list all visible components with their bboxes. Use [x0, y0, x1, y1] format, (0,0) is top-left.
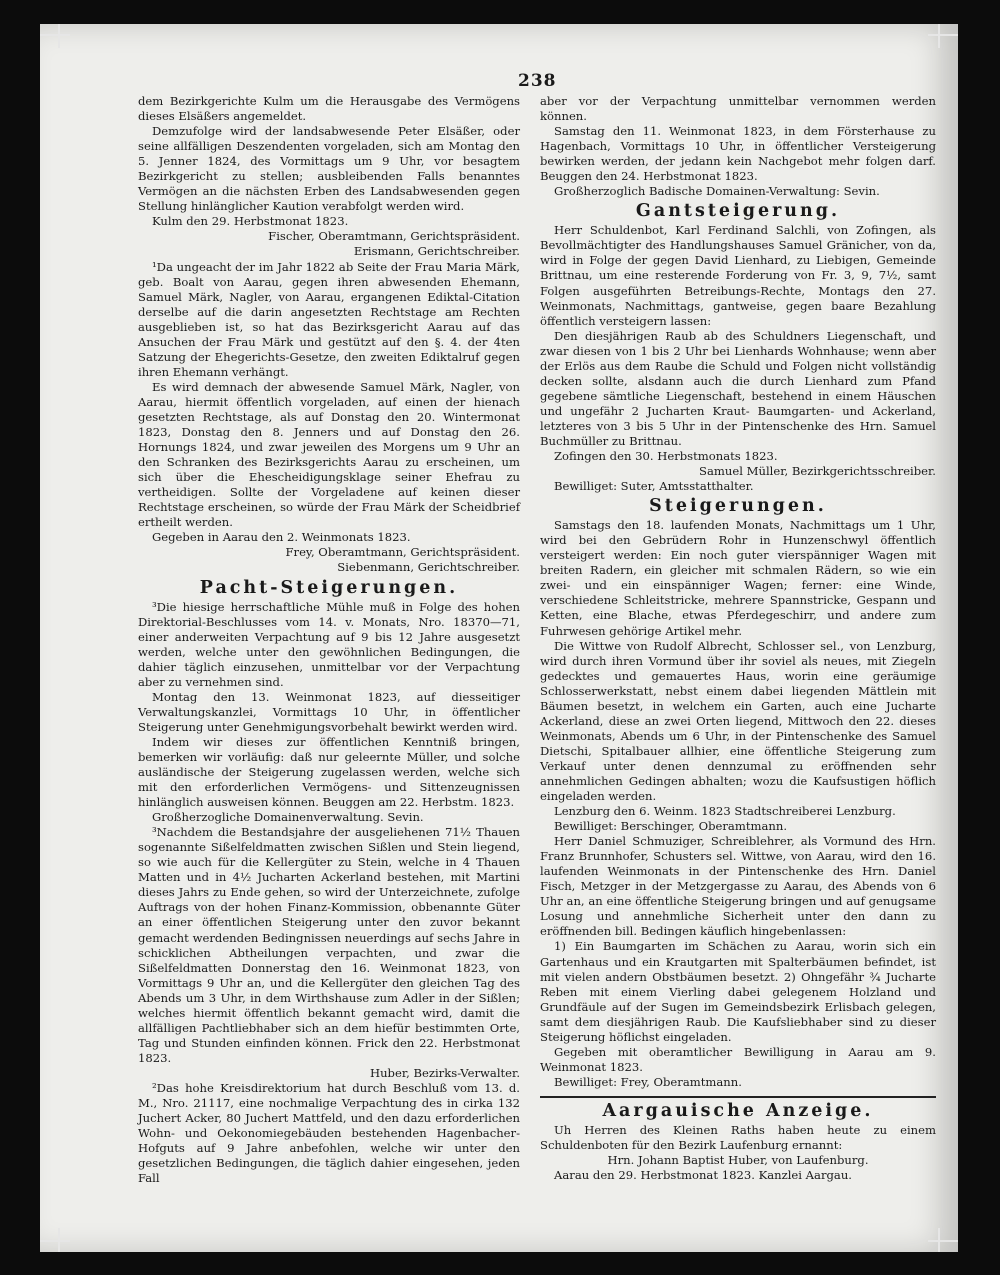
crop-mark — [58, 1228, 60, 1252]
paragraph: Kulm den 29. Herbstmonat 1823. — [152, 214, 349, 229]
paragraph: Zofingen den 30. Herbstmonats 1823. — [554, 449, 778, 464]
paragraph: Bewilliget: Frey, Oberamtmann. — [554, 1074, 742, 1089]
crop-mark — [40, 1240, 70, 1242]
paragraph: Den diesjährigen Raub ab des Schuldners Liegenschaft, und zwar diesen von 1 bis 2 Uhr bei Lienhards Wohnhause; wenn aber der Erlös aus dem Raube die Schuld und Folgen nicht vollständig decken sollte, alsdann auch die durch Lienhard zum Pfand gegebene sämtliche Liegenschaft, bestehend in einem Häuschen und ungefähr 2 Jucharten Kraut- Baumgarten- und Ackerland, letzteres von 3 bis 5 Uhr in der Pintenschenke des Hrn. Samuel Buchmüller zu Brittnau. — [540, 328, 936, 448]
signature-line: Huber, Bezirks-Verwalter. — [369, 1065, 520, 1080]
section-heading: Steigerungen. — [649, 496, 827, 517]
page-number: 238 — [518, 71, 557, 91]
section-heading: Pacht-Steigerungen. — [199, 577, 459, 598]
paragraph: aber vor der Verpachtung unmittelbar vernommen werden können. — [540, 94, 936, 124]
crop-mark — [40, 34, 70, 36]
paragraph: Hrn. Johann Baptist Huber, von Laufenburg. — [607, 1153, 869, 1168]
section-divider — [540, 1096, 936, 1098]
crop-mark — [928, 34, 958, 36]
paragraph: Uh Herren des Kleinen Raths haben heute zu einem Schuldenboten für den Bezirk Laufenburg ernannt: — [540, 1122, 936, 1152]
paragraph: Es wird demnach der abwesende Samuel Märk, Nagler, von Aarau, hiermit öffentlich vorgeladen, auf einen der hienach gesetzten Rechtstage, als auf Donstag den 20. Wintermonat 1823, Donstag den 8. Jenners und auf Donstag den 26. Hornungs 1824, und zwar jeweilen des Morgens um 9 Uhr an den Schranken des Bezirksgerichts Aarau zu erscheinen, um sich über die Ehescheidigungsklage seiner Ehefrau zu vertheidigen. Sollte der Vorgeladene auf keinen dieser Rechtstage erscheinen, so würde der Frau Märk der Scheidbrief ertheilt werden. — [138, 379, 520, 530]
paragraph: Die Wittwe von Rudolf Albrecht, Schlosser sel., von Lenzburg, wird durch ihren Vormund über ihr soviel als neues, mit Ziegeln gedecktes und gemauertes Haus, worin eine geräumige Schlosserwerkstatt, nebst einem dabei liegenden Mättlein mit Bäumen besetzt, in welchem ein Garten, auch eine Jucharte Ackerland, diese an zwei Orten liegend, Mittwoch den 22. dieses Weinmonats, Abends um 6 Uhr, in der Pintenschenke des Samuel Dietschi, Spitalbauer allhier, eine öffentliche Steigerung zum Verkauf unter denen dennzumal zu eröffnenden sehr annehmlichen Gedingen abhalten; wozu die Kaufsustigen höflich eingeladen werden. — [540, 638, 936, 804]
paragraph: Montag den 13. Weinmonat 1823, auf diesseitiger Verwaltungskanzlei, Vormittags 10 Uhr, in öffentlicher Steigerung unter Genehmigungsvorbehalt bewirkt werden wird. — [138, 689, 520, 734]
paragraph: Gegeben in Aarau den 2. Weinmonats 1823. — [152, 530, 411, 545]
signature-line: Frey, Oberamtmann, Gerichtspräsident. — [285, 545, 520, 560]
paragraph: Samstag den 11. Weinmonat 1823, in dem Försterhause zu Hagenbach, Vormittags 10 Uhr, in öffentlicher Versteigerung bewirken werden, der jedann kein Nachgebot mehr folgen darf. Beuggen den 24. Herbstmonat 1823. — [540, 124, 936, 184]
right-column — [540, 94, 936, 1183]
paragraph: Großherzoglich Badische Domainen-Verwaltung: Sevin. — [554, 184, 880, 199]
signature-line: Erismann, Gerichtschreiber. — [353, 244, 520, 259]
crop-mark — [58, 24, 60, 48]
paragraph: ¹Da ungeacht der im Jahr 1822 ab Seite der Frau Maria Märk, geb. Boalt von Aarau, gegen ihren abwesenden Ehemann, Samuel Märk, Nagler, von Aarau, ergangenen Ediktal-Citation derselbe auf die darin angesetzten Rechtstage am Rechten ausgeblieben ist, so hat das Bezirksgericht Aarau auf das Ansuchen der Frau Märk und gestützt auf den §. 4. der 4ten Satzung der Ehegerichts-Gesetze, den zweiten Ediktalruf gegen ihren Ehemann verhängt. — [138, 259, 520, 379]
paragraph: Demzufolge wird der landsabwesende Peter Elsäßer, oder seine allfälligen Deszendenten vorgeladen, sich am Montag den 5. Jenner 1824, des Vormittags um 9 Uhr, vor besagtem Bezirkgericht zu stellen; ausbleibenden Falls benanntes Vermögen an die nächsten Erben des Landsabwesenden gegen Stellung hinlänglicher Kaution verabfolgt werden wird. — [138, 124, 520, 214]
paragraph: Herr Schuldenbot, Karl Ferdinand Salchli, von Zofingen, als Bevollmächtigter des Handlungshauses Samuel Gränicher, von da, wird in Folge der gegen David Lienhard, zu Liebigen, Gemeinde Brittnau, um eine resterende Forderung von Fr. 3, 9, 7½, samt Folgen ausgeführten Betreibungs-Rechte, Montags den 27. Weinmonats, Nachmittags, gantweise, gegen baare Bezahlung öffentlich versteigern lassen: — [540, 223, 936, 328]
crop-mark — [928, 1240, 958, 1242]
paragraph: dem Bezirkgerichte Kulm um die Herausgabe des Vermögens dieses Elsäßers angemeldet. — [138, 94, 520, 124]
signature-line: Fischer, Oberamtmann, Gerichtspräsident. — [268, 229, 520, 244]
paragraph: Bewilliget: Suter, Amtsstatthalter. — [554, 479, 754, 494]
paragraph: Aarau den 29. Herbstmonat 1823. Kanzlei Aargau. — [554, 1168, 852, 1183]
paragraph: Großherzogliche Domainenverwaltung. Sevin. — [152, 810, 424, 825]
paragraph: Bewilliget: Berschinger, Oberamtmann. — [554, 819, 788, 834]
paragraph: Indem wir dieses zur öffentlichen Kenntniß bringen, bemerken wir vorläufig: daß nur geleernte Müller, und solche ausländische der Steigerung zugelassen werden, welche sich mit den erforderlichen Vermögens- und Sittenzeugnissen hinlänglich ausweisen können. Beuggen am 22. Herbstm. 1823. — [138, 734, 520, 810]
paragraph: ³Die hiesige herrschaftliche Mühle muß in Folge des hohen Direktorial-Beschlusses vom 14. v. Monats, Nro. 18370—71, einer anderweiten Verpachtung auf 9 bis 12 Jahre ausgesetzt werden, welche unter den gewöhnlichen Bedingungen, die dahier täglich einzusehen, unmittelbar vor der Verpachtung aber zu vernehmen sind. — [138, 599, 520, 689]
paragraph: Samstags den 18. laufenden Monats, Nachmittags um 1 Uhr, wird bei den Gebrüdern Rohr in Hunzenschwyl öffentlich versteigert werden: Ein noch guter vierspänniger Wagen mit breiten Radern, ein gleicher mit schmalen Rädern, so wie ein zwei- und ein einspänniger Wagen; ferner: eine Winde, verschiedene Schleitstricke, mehrere Spannstricke, Gespann und Ketten, eine Blache, etwas Pferdegeschirr, und andere zum Fuhrwesen gehörige Artikel mehr. — [540, 518, 936, 638]
paragraph: 1) Ein Baumgarten im Schächen zu Aarau, worin sich ein Gartenhaus und ein Krautgarten mit Spalterbäumen befindet, ist mit vielen andern Obstbäumen besetzt. 2) Ohngefähr ¾ Jucharte Reben mit einem Vierling dabei gelegenem Holzland und Grundfäule auf der Sugen im Gemeindsbezirk Erlisbach gelegen, samt dem diesjährigen Raub. Die Kaufsliebhaber sind zu dieser Steigerung höflichst eingeladen. — [540, 939, 936, 1044]
left-column — [138, 94, 520, 1186]
paragraph: Lenzburg den 6. Weinm. 1823 Stadtschreiberei Lenzburg. — [554, 804, 896, 819]
crop-mark — [938, 24, 940, 48]
paragraph: ³Nachdem die Bestandsjahre der ausgeliehenen 71½ Thauen sogenannte Sißelfeldmatten zwischen Sißlen und Stein liegend, so wie auch für die Kellergüter zu Stein, welche in 4 Thauen Matten und in 4½ Jucharten Ackerland bestehen, mit Martini dieses Jahrs zu Ende gehen, so wird der Unterzeichnete, zufolge Auftrags von der hohen Finanz-Kommission, obbenannte Güter an einer öffentlichen Steigerung unter den zuvor bekannt gemacht werdenden Bedingnissen neuerdings auf sechs Jahre in schicklichen Abtheilungen verpachten, und zwar die Sißelfeldmatten Donnerstag den 16. Weinmonat 1823, von Vormittags 9 Uhr an, und die Kellergüter den gleichen Tag des Abends um 3 Uhr, in dem Wirthshause zum Adler in der Sißlen; welches hiermit öffentlich bekannt gemacht wird, damit die allfälligen Pachtliebhaber sich an dem hiefür bestimmten Orte, Tag und Stunden einfinden können. Frick den 22. Herbstmonat 1823. — [138, 825, 520, 1065]
paragraph: Gegeben mit oberamtlicher Bewilligung in Aarau am 9. Weinmonat 1823. — [540, 1044, 936, 1074]
signature-line: Samuel Müller, Bezirkgerichtsschreiber. — [699, 464, 936, 479]
paragraph: ²Das hohe Kreisdirektorium hat durch Beschluß vom 13. d. M., Nro. 21117, eine nochmalige Verpachtung des in cirka 132 Juchert Acker, 80 Juchert Mattfeld, und den dazu erforderlichen Wohn- und Oekonomiegebäuden bestehenden Hagenbacher-Hofguts auf 9 Jahre anbefohlen, welche wir unter den gesetzlichen Bedingungen, die täglich dahier eingesehen, jeden Fall — [138, 1081, 520, 1186]
section-heading: Aargauische Anzeige. — [602, 1100, 874, 1121]
paragraph: Herr Daniel Schmuziger, Schreiblehrer, als Vormund des Hrn. Franz Brunnhofer, Schusters sel. Wittwe, von Aarau, wird den 16. laufenden Weinmonats in der Pintenschenke des Hrn. Daniel Fisch, Metzger in der Metzgergasse zu Aarau, des Abends von 6 Uhr an, an eine öffentliche Steigerung bringen und auf genugsame Losung und annehmliche Sicherheit unter den dann zu eröffnenden bill. Bedingen käuflich hingebenlassen: — [540, 834, 936, 939]
signature-line: Siebenmann, Gerichtschreiber. — [337, 560, 520, 575]
crop-mark — [938, 1228, 940, 1252]
section-heading: Gantsteigerung. — [635, 201, 841, 222]
